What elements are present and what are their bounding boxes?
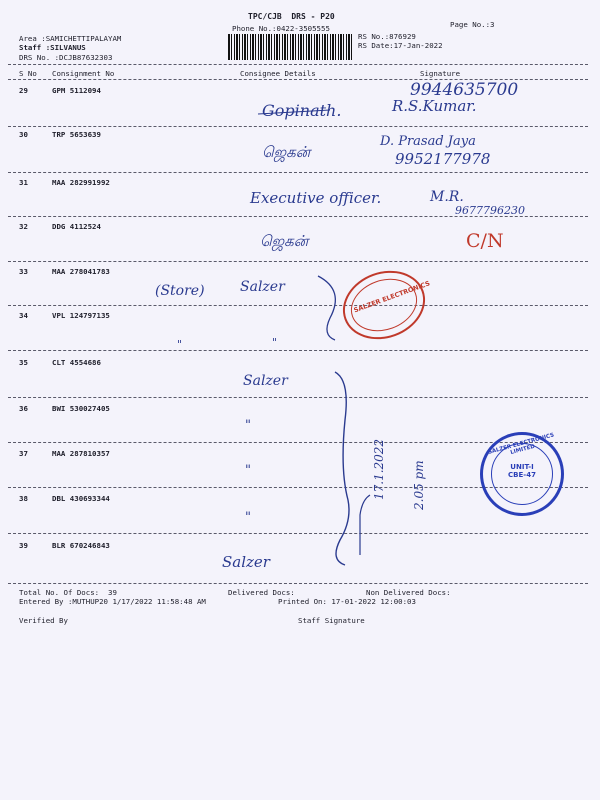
entered-by: Entered By :MUTHUP20 1/17/2022 11:58:48 AM: [19, 597, 206, 606]
phone-number: Phone No.:0422-3505555: [232, 24, 330, 33]
handwritten-name: Salzer: [240, 279, 285, 295]
col-consignment: Consignment No: [52, 69, 115, 78]
handwritten-name: Salzer: [243, 373, 288, 389]
page-number: Page No.:3: [450, 20, 495, 29]
total-docs: Total No. Of Docs: 39: [19, 588, 117, 597]
row-sno: 36: [19, 404, 28, 413]
area-field: Area :SAMICHETTIPALAYAM: [19, 34, 122, 43]
non-delivered-docs: Non Delivered Docs:: [366, 588, 451, 597]
row-sno: 38: [19, 494, 28, 503]
row-consignment: MAA 287810357: [52, 449, 110, 458]
printed-on: Printed On: 17-01-2022 12:00:03: [278, 597, 416, 606]
handwritten-side-time: 2.05 pm: [412, 460, 426, 510]
col-sno: S No: [19, 69, 37, 78]
row-consignment: VPL 124797135: [52, 311, 110, 320]
rs-number: RS No.:876929: [358, 32, 416, 41]
row-consignment: GPM 5112094: [52, 86, 101, 95]
row-sno: 32: [19, 222, 28, 231]
ditto-mark: ": [245, 510, 251, 525]
row-sno: 37: [19, 449, 28, 458]
row-sno: 31: [19, 178, 28, 187]
handwritten-name: Executive officer.: [250, 189, 382, 207]
handwritten-store: (Store): [155, 283, 205, 299]
handwritten-phone: 9952177978: [395, 150, 491, 168]
col-consignee: Consignee Details: [240, 69, 316, 78]
row-sno: 30: [19, 130, 28, 139]
document-title: TPC/CJB DRS - P20: [248, 12, 335, 21]
handwritten-phone: 9944635700: [410, 80, 519, 100]
handwritten-signature: M.R.: [430, 189, 464, 205]
staff-field: Staff :SILVANUS: [19, 43, 86, 52]
handwritten-signature: D. Prasad Jaya: [380, 134, 476, 149]
row-sno: 33: [19, 267, 28, 276]
row-consignment: MAA 278041783: [52, 267, 110, 276]
staff-signature: Staff Signature: [298, 616, 365, 625]
handwritten-phone: 9677796230: [455, 204, 525, 217]
row-consignment: DDG 4112524: [52, 222, 101, 231]
row-sno: 29: [19, 86, 28, 95]
delivered-docs: Delivered Docs:: [228, 588, 295, 597]
row-consignment: BLR 670246843: [52, 541, 110, 550]
verified-by: Verified By: [19, 616, 68, 625]
row-consignment: MAA 282991992: [52, 178, 110, 187]
blue-company-stamp: [480, 432, 564, 516]
handwritten-name: Salzer: [222, 553, 270, 571]
handwritten-name: Gopinath.: [262, 101, 342, 120]
handwritten-name: ஜெகன்: [262, 143, 311, 161]
handwritten-cn-mark: C/N: [466, 230, 504, 252]
row-consignment: BWI 530027405: [52, 404, 110, 413]
row-sno: 35: [19, 358, 28, 367]
blue-stamp-inner: UNIT-I CBE-47: [508, 463, 536, 479]
col-signature: Signature: [420, 69, 461, 78]
row-sno: 34: [19, 311, 28, 320]
ditto-mark: ": [177, 338, 183, 351]
handwritten-signature: R.S.Kumar.: [392, 97, 477, 115]
rs-date: RS Date:17-Jan-2022: [358, 41, 443, 50]
row-consignment: DBL 430693344: [52, 494, 110, 503]
ditto-mark: ": [245, 463, 251, 478]
handwritten-name: ஜெகன்: [260, 232, 309, 250]
ditto-mark: ": [272, 336, 278, 349]
row-sno: 39: [19, 541, 28, 550]
drs-number: DRS No. :DCJB87632303: [19, 53, 113, 62]
handwritten-side-date: 17.1.2022: [372, 438, 386, 500]
blue-stamp-text: SALZER ELECTRONICS LIMITED: [487, 432, 555, 457]
row-consignment: TRP 5653639: [52, 130, 101, 139]
red-stamp-text: SALZER ELECTRONICS: [352, 279, 432, 315]
row-consignment: CLT 4554686: [52, 358, 101, 367]
ditto-mark: ": [245, 418, 251, 433]
